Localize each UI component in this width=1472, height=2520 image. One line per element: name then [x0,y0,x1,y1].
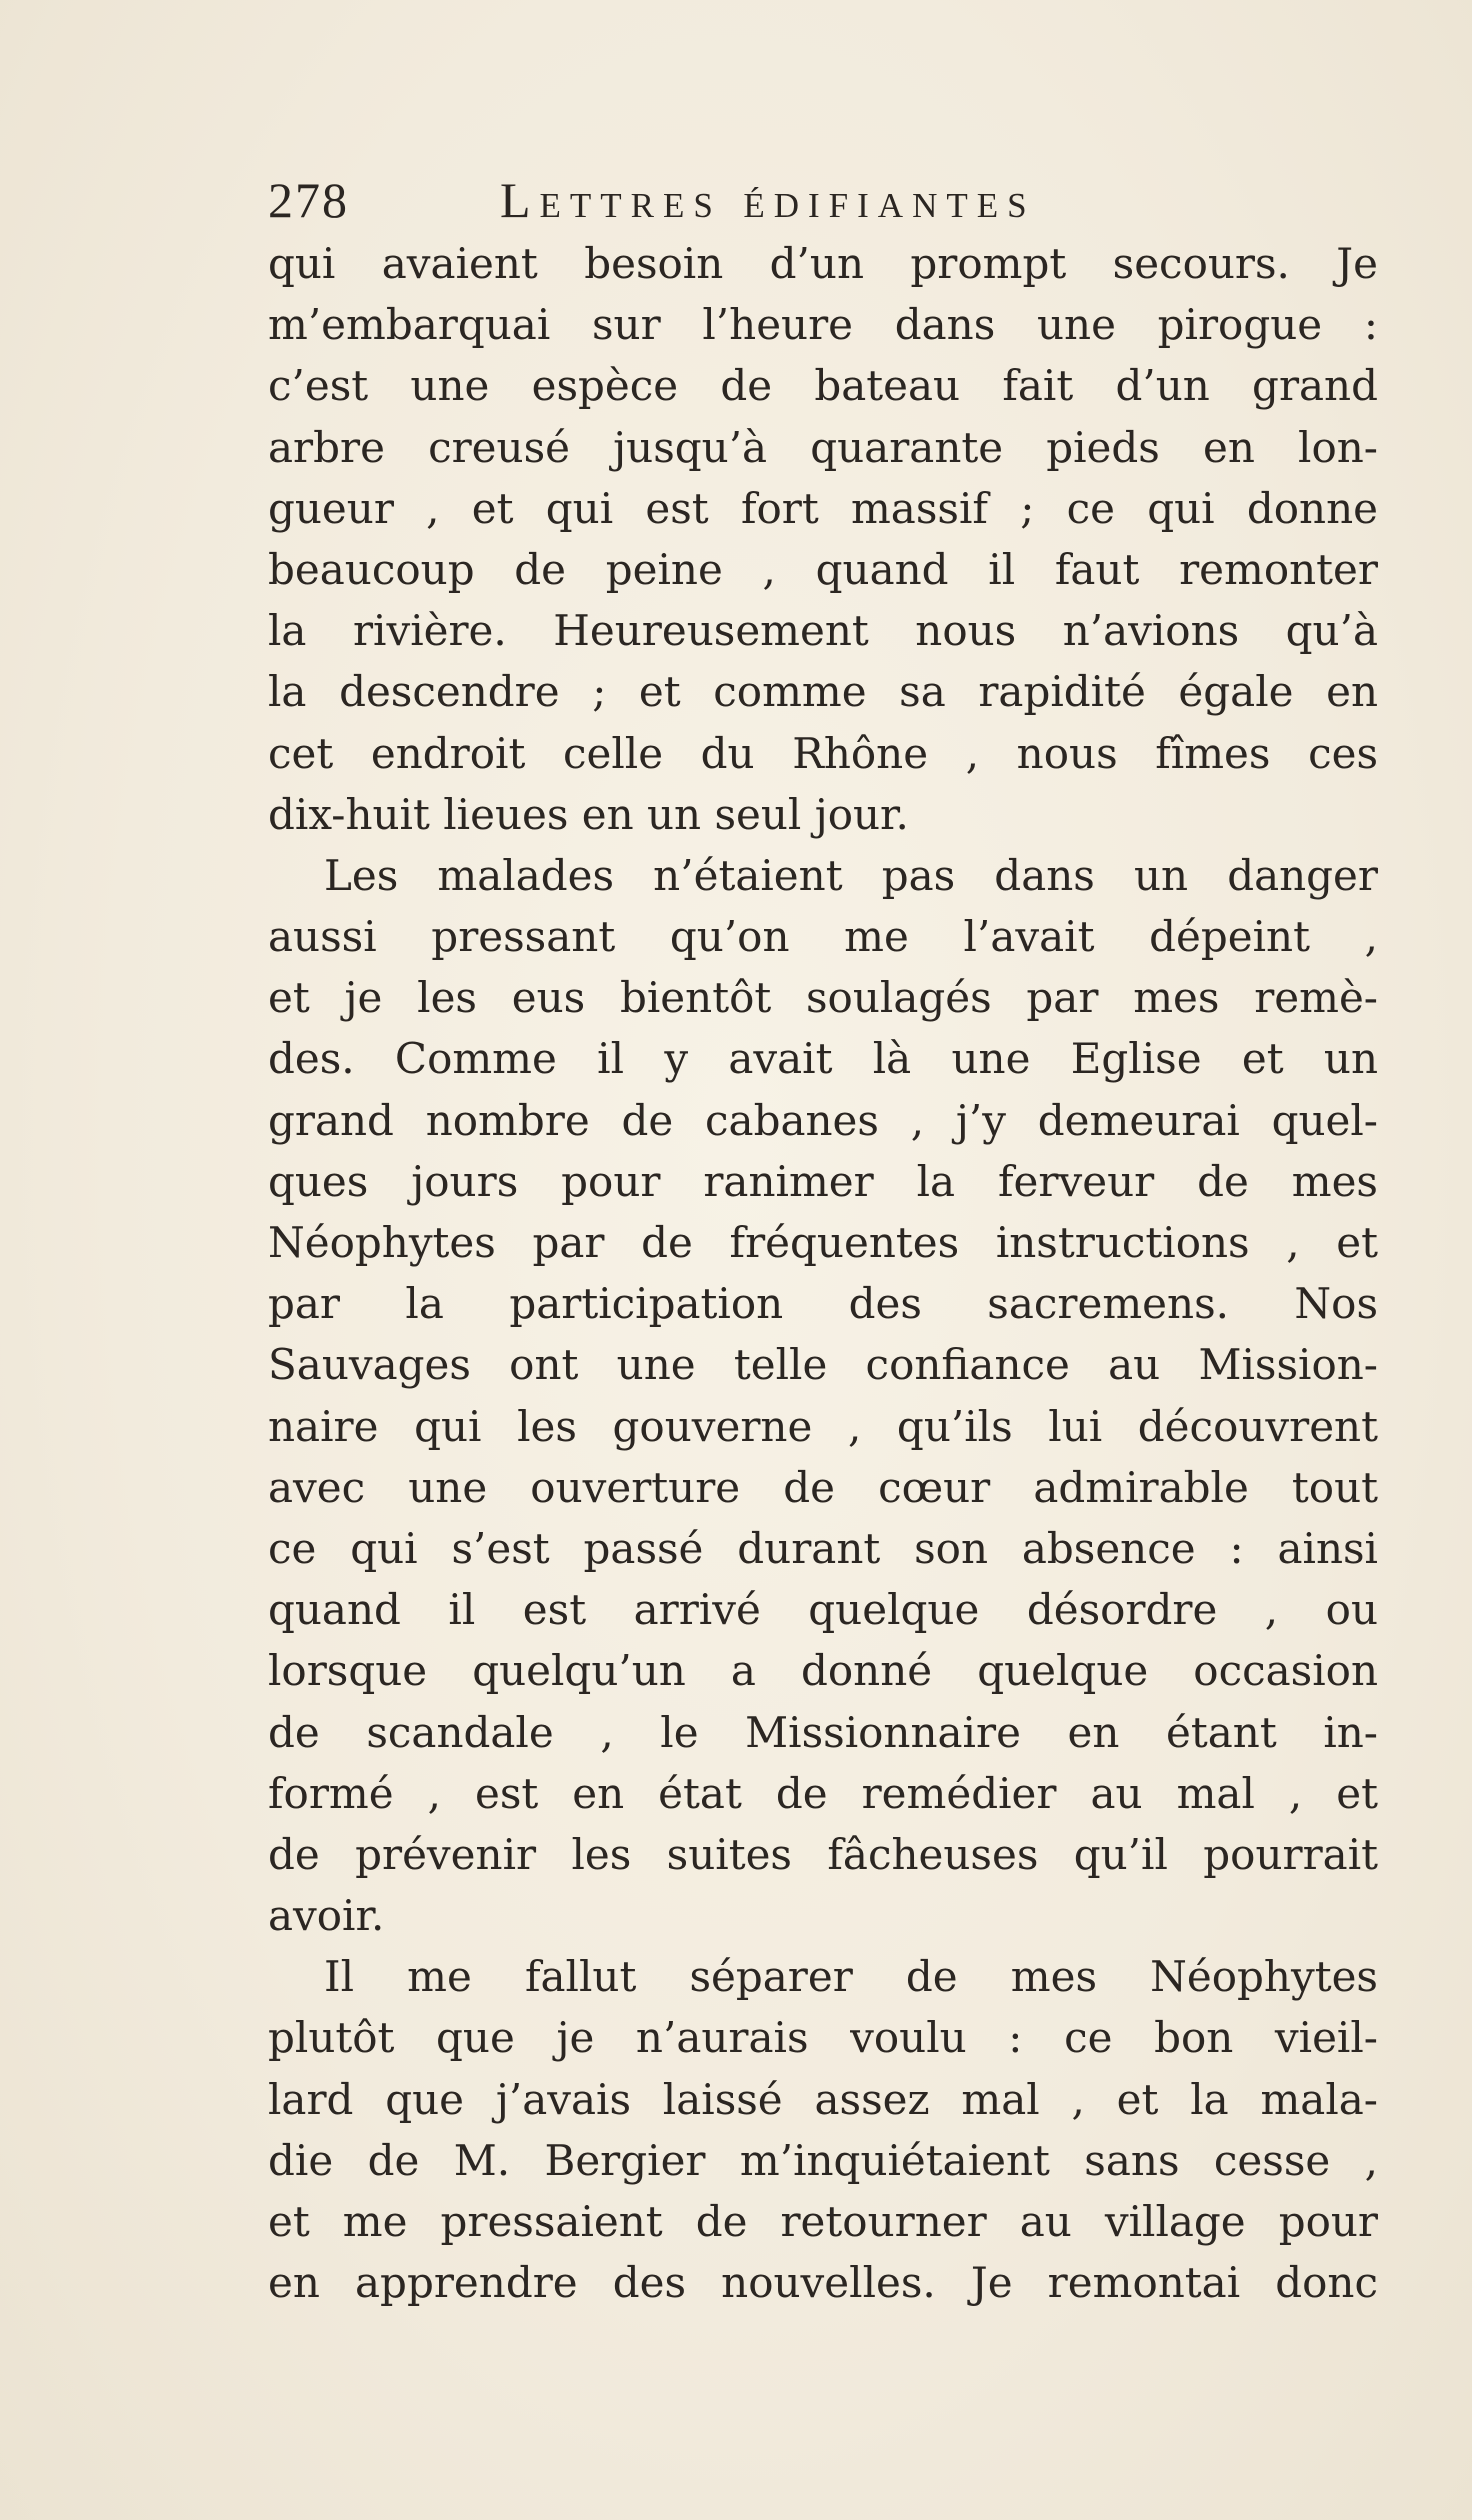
paragraph-start-line: Il me fallut séparer de mes Néophytes [324,1952,1378,2002]
text-line: avec une ouverture de cœur admirable tout [268,1462,1378,1512]
text-line: Sauvages ont une telle confiance au Mission- [268,1340,1378,1390]
text-line: des. Comme il y avait là une Eglise et un [268,1034,1378,1084]
text-line: de prévenir les suites fâcheuses qu’il pourrait [268,1829,1378,1879]
text-line: die de M. Bergier m’inquiétaient sans cesse , [268,2135,1378,2185]
text-line: la descendre ; et comme sa rapidité égale en [268,667,1378,717]
text-line: par la participation des sacremens. Nos [268,1279,1378,1329]
text-line: ques jours pour ranimer la ferveur de mes [268,1156,1378,1206]
text-line: formé , est en état de remédier au mal , et [268,1768,1378,1818]
text-line: lorsque quelqu’un a donné quelque occasion [268,1646,1378,1696]
body-text [268,233,1378,2313]
paragraph-start-line: Les malades n’étaient pas dans un danger [324,850,1378,900]
text-line: m’embarquai sur l’heure dans une pirogue : [268,300,1378,350]
text-line: de scandale , le Missionnaire en étant in- [268,1707,1378,1757]
text-line: avoir. [268,1891,385,1941]
text-line: ce qui s’est passé durant son absence : ainsi [268,1523,1378,1573]
text-line: naire qui les gouverne , qu’ils lui découvrent [268,1401,1378,1451]
text-line: cet endroit celle du Rhône , nous fîmes ces [268,728,1378,778]
text-line: aussi pressant qu’on me l’avait dépeint , [268,912,1378,962]
text-line: et je les eus bientôt soulagés par mes remè- [268,973,1378,1023]
text-line: quand il est arrivé quelque désordre , ou [268,1585,1378,1635]
text-line: Néophytes par de fréquentes instructions , et [268,1218,1378,1267]
text-line: beaucoup de peine , quand il faut remonter [268,544,1378,594]
running-title: Lettres édifiantes [500,172,1036,228]
text-line: en apprendre des nouvelles. Je remontai donc [268,2258,1378,2308]
text-line: plutôt que je n’aurais voulu : ce bon vieil- [268,2013,1378,2063]
text-line: la rivière. Heureusement nous n’avions qu’à [268,606,1378,656]
page-header [268,170,1378,230]
text-line: gueur , et qui est fort massif ; ce qui donne [268,483,1378,533]
text-line: qui avaient besoin d’un prompt secours. Je [268,239,1378,288]
page-number: 278 [268,172,349,228]
text-line: c’est une espèce de bateau fait d’un grand [268,361,1378,411]
text-line: lard que j’avais laissé assez mal , et la mala- [268,2074,1378,2124]
text-line: grand nombre de cabanes , j’y demeurai quel- [268,1095,1378,1145]
text-line: et me pressaient de retourner au village pour [268,2197,1378,2246]
text-line: dix-huit lieues en un seul jour. [268,789,909,839]
text-line: arbre creusé jusqu’à quarante pieds en lon- [268,422,1378,472]
